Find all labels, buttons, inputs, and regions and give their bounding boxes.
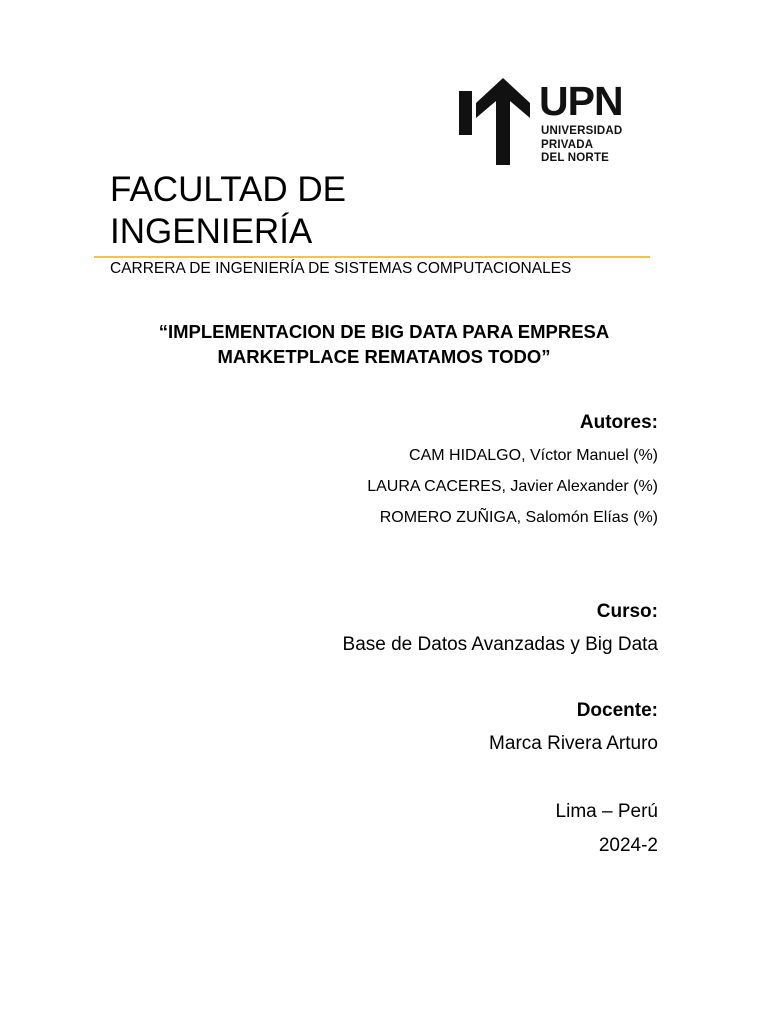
faculty-heading: FACULTAD DE INGENIERÍA bbox=[110, 170, 346, 251]
thesis-title-line: “IMPLEMENTACION DE BIG DATA PARA EMPRESA bbox=[158, 321, 610, 342]
upn-wordmark: UPN bbox=[539, 78, 623, 124]
logo-line: PRIVADA bbox=[541, 138, 594, 151]
teacher-value: Marca Rivera Arturo bbox=[489, 733, 658, 754]
divider-line bbox=[94, 256, 650, 258]
career-subheading: CARRERA DE INGENIERÍA DE SISTEMAS COMPUTACIONALES bbox=[110, 260, 572, 277]
author-name: CAM HIDALGO, Víctor Manuel (%) bbox=[409, 447, 658, 464]
logo-subtitle bbox=[541, 125, 622, 166]
upn-logo bbox=[459, 78, 629, 168]
thesis-title-line: MARKETPLACE REMATAMOS TODO” bbox=[217, 346, 551, 367]
thesis-title bbox=[84, 319, 684, 369]
logo-line: DEL NORTE bbox=[541, 152, 610, 164]
course-value: Base de Datos Avanzadas y Big Data bbox=[342, 634, 658, 655]
author-name: LAURA CACERES, Javier Alexander (%) bbox=[367, 478, 658, 495]
teacher-label: Docente: bbox=[576, 700, 658, 721]
location-text: Lima – Perú bbox=[555, 801, 658, 822]
logo-line: UNIVERSIDAD bbox=[541, 125, 623, 137]
course-label: Curso: bbox=[596, 601, 658, 622]
author-name: ROMERO ZUÑIGA, Salomón Elías (%) bbox=[379, 509, 658, 526]
authors-label: Autores: bbox=[579, 412, 658, 433]
year-text: 2024-2 bbox=[598, 835, 658, 856]
